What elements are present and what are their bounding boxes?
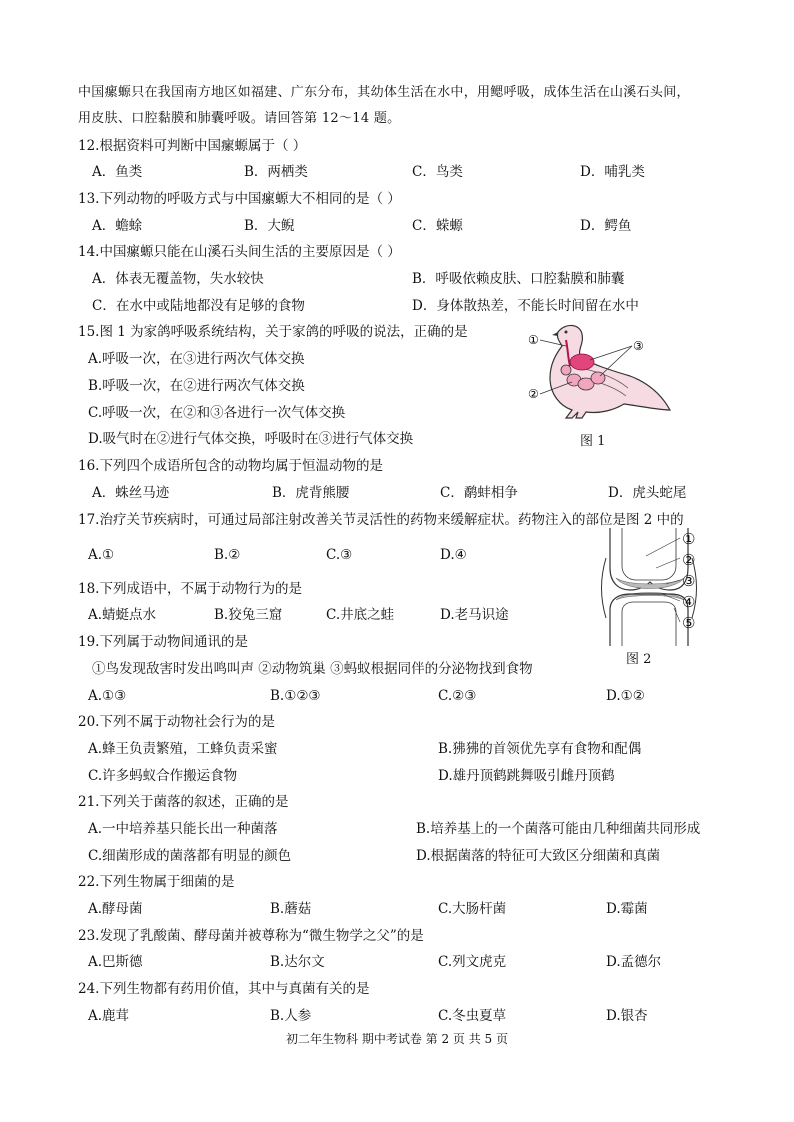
question-22-stem: 22.下列生物属于细菌的是 xyxy=(78,874,235,890)
q14-option-a[interactable]: A．体表无覆盖物，失水较快 xyxy=(92,271,264,287)
q13-option-a[interactable]: A．蟾蜍 xyxy=(92,218,143,234)
q15-option-b[interactable]: B.呼吸一次，在②进行两次气体交换 xyxy=(88,378,305,394)
page-footer: 初二年生物科 期中考试卷 第 2 页 共 5 页 xyxy=(286,1032,508,1046)
q24-option-d[interactable]: D.银杏 xyxy=(606,1008,648,1024)
fig1-label-3: ③ xyxy=(633,339,644,353)
q12-option-a[interactable]: A．鱼类 xyxy=(92,164,143,180)
q19-option-a[interactable]: A.①③ xyxy=(88,688,127,704)
fig2-label-2: ② xyxy=(682,551,696,569)
q14-option-b[interactable]: B．呼吸依赖皮肤、口腔黏膜和肺囊 xyxy=(412,271,625,287)
q15-option-a[interactable]: A.呼吸一次，在③进行两次气体交换 xyxy=(88,351,305,367)
q13-option-c[interactable]: C．蝾螈 xyxy=(412,218,463,234)
q17-option-a[interactable]: A.① xyxy=(88,547,115,563)
q24-option-c[interactable]: C.冬虫夏草 xyxy=(438,1008,507,1024)
q19-option-c[interactable]: C.②③ xyxy=(438,688,477,704)
q23-option-d[interactable]: D.孟德尔 xyxy=(606,954,662,970)
q20-option-a[interactable]: A.蜂王负责繁殖，工蜂负责采蜜 xyxy=(88,741,278,757)
figure-1-caption: 图 1 xyxy=(580,434,606,449)
q18-option-a[interactable]: A.蜻蜓点水 xyxy=(88,607,157,623)
q20-option-d[interactable]: D.雄丹顶鹤跳舞吸引雌丹顶鹤 xyxy=(438,768,615,784)
q18-option-c[interactable]: C.井底之蛙 xyxy=(326,607,395,623)
q22-option-c[interactable]: C.大肠杆菌 xyxy=(438,901,507,917)
q18-option-d[interactable]: D.老马识途 xyxy=(440,607,509,623)
question-13-stem: 13.下列动物的呼吸方式与中国瘰螈大不相同的是（ ） xyxy=(78,191,401,207)
q17-option-c[interactable]: C.③ xyxy=(326,547,353,563)
q18-option-b[interactable]: B.狡兔三窟 xyxy=(214,607,283,623)
question-23-stem: 23.发现了乳酸菌、酵母菌并被尊称为“微生物学之父”的是 xyxy=(78,928,424,944)
q21-option-d[interactable]: D.根据菌落的特征可大致区分细菌和真菌 xyxy=(416,848,661,864)
q13-option-b[interactable]: B．大鲵 xyxy=(244,218,295,234)
question-17-stem: 17.治疗关节疾病时，可通过局部注射改善关节灵活性的药物来缓解症状。药物注入的部位是图 2 中的 xyxy=(78,512,684,528)
figure-1-pigeon-diagram xyxy=(520,318,680,426)
fig2-label-3: ③ xyxy=(682,572,696,590)
intro-line-2: 用皮肤、口腔黏膜和肺囊呼吸。请回答第 12～14 题。 xyxy=(78,111,401,126)
fig1-label-2: ② xyxy=(528,387,539,401)
figure-2-caption: 图 2 xyxy=(626,652,652,667)
fig2-label-1: ① xyxy=(682,530,696,548)
question-21-stem: 21.下列关于菌落的叙述，正确的是 xyxy=(78,794,289,810)
question-14-stem: 14.中国瘰螈只能在山溪石头间生活的主要原因是（ ） xyxy=(78,244,401,260)
q24-option-a[interactable]: A.鹿茸 xyxy=(88,1008,130,1024)
q15-option-d[interactable]: D.吸气时在②进行气体交换，呼吸时在③进行气体交换 xyxy=(88,431,414,447)
q12-option-b[interactable]: B．两栖类 xyxy=(244,164,308,180)
question-12-stem: 12.根据资料可判断中国瘰螈属于（ ） xyxy=(78,138,307,154)
question-15-stem: 15.图 1 为家鸽呼吸系统结构，关于家鸽的呼吸的说法，正确的是 xyxy=(78,324,468,340)
q20-option-b[interactable]: B.狒狒的首领优先享有食物和配偶 xyxy=(438,741,642,757)
question-19-stem: 19.下列属于动物间通讯的是 xyxy=(78,634,248,650)
q19-option-b[interactable]: B.①②③ xyxy=(270,688,321,704)
q12-option-d[interactable]: D．哺乳类 xyxy=(580,164,645,180)
q17-option-b[interactable]: B.② xyxy=(214,547,241,563)
q21-option-c[interactable]: C.细菌形成的菌落都有明显的颜色 xyxy=(88,848,292,864)
q20-option-c[interactable]: C.许多蚂蚁合作搬运食物 xyxy=(88,768,238,784)
q16-option-a[interactable]: A．蛛丝马迹 xyxy=(92,485,170,501)
q16-option-b[interactable]: B．虎背熊腰 xyxy=(272,485,350,501)
q16-option-c[interactable]: C．鹬蚌相争 xyxy=(440,485,518,501)
q21-option-b[interactable]: B.培养基上的一个菌落可能由几种细菌共同形成 xyxy=(416,821,701,837)
question-18-stem: 18.下列成语中，不属于动物行为的是 xyxy=(78,581,302,597)
fig2-label-5: ⑤ xyxy=(682,614,696,632)
fig2-label-4: ④ xyxy=(682,593,696,611)
q19-statements: ①鸟发现敌害时发出鸣叫声 ②动物筑巢 ③蚂蚁根据同伴的分泌物找到食物 xyxy=(92,661,533,677)
q22-option-b[interactable]: B.蘑菇 xyxy=(270,901,312,917)
q24-option-b[interactable]: B.人参 xyxy=(270,1008,312,1024)
fig1-label-1: ① xyxy=(528,333,539,347)
q23-option-a[interactable]: A.巴斯德 xyxy=(88,954,143,970)
q15-option-c[interactable]: C.呼吸一次，在②和③各进行一次气体交换 xyxy=(88,405,346,421)
q12-option-c[interactable]: C．鸟类 xyxy=(412,164,463,180)
intro-line-1: 中国瘰螈只在我国南方地区如福建、广东分布，其幼体生活在水中，用鳃呼吸，成体生活在山溪石头间， xyxy=(78,85,690,100)
q23-option-b[interactable]: B.达尔文 xyxy=(270,954,325,970)
q14-option-d[interactable]: D．身体散热差，不能长时间留在水中 xyxy=(412,298,639,314)
q14-option-c[interactable]: C．在水中或陆地都没有足够的食物 xyxy=(92,298,305,314)
question-24-stem: 24.下列生物都有药用价值，其中与真菌有关的是 xyxy=(78,981,370,997)
question-20-stem: 20.下列不属于动物社会行为的是 xyxy=(78,714,275,730)
q23-option-c[interactable]: C.列文虎克 xyxy=(438,954,507,970)
q17-option-d[interactable]: D.④ xyxy=(440,547,467,563)
q21-option-a[interactable]: A.一中培养基只能长出一种菌落 xyxy=(88,821,278,837)
question-16-stem: 16.下列四个成语所包含的动物均属于恒温动物的是 xyxy=(78,458,383,474)
q13-option-d[interactable]: D．鳄鱼 xyxy=(580,218,632,234)
q16-option-d[interactable]: D．虎头蛇尾 xyxy=(608,485,687,501)
q22-option-d[interactable]: D.霉菌 xyxy=(606,901,648,917)
q22-option-a[interactable]: A.酵母菌 xyxy=(88,901,143,917)
q19-option-d[interactable]: D.①② xyxy=(606,688,645,704)
